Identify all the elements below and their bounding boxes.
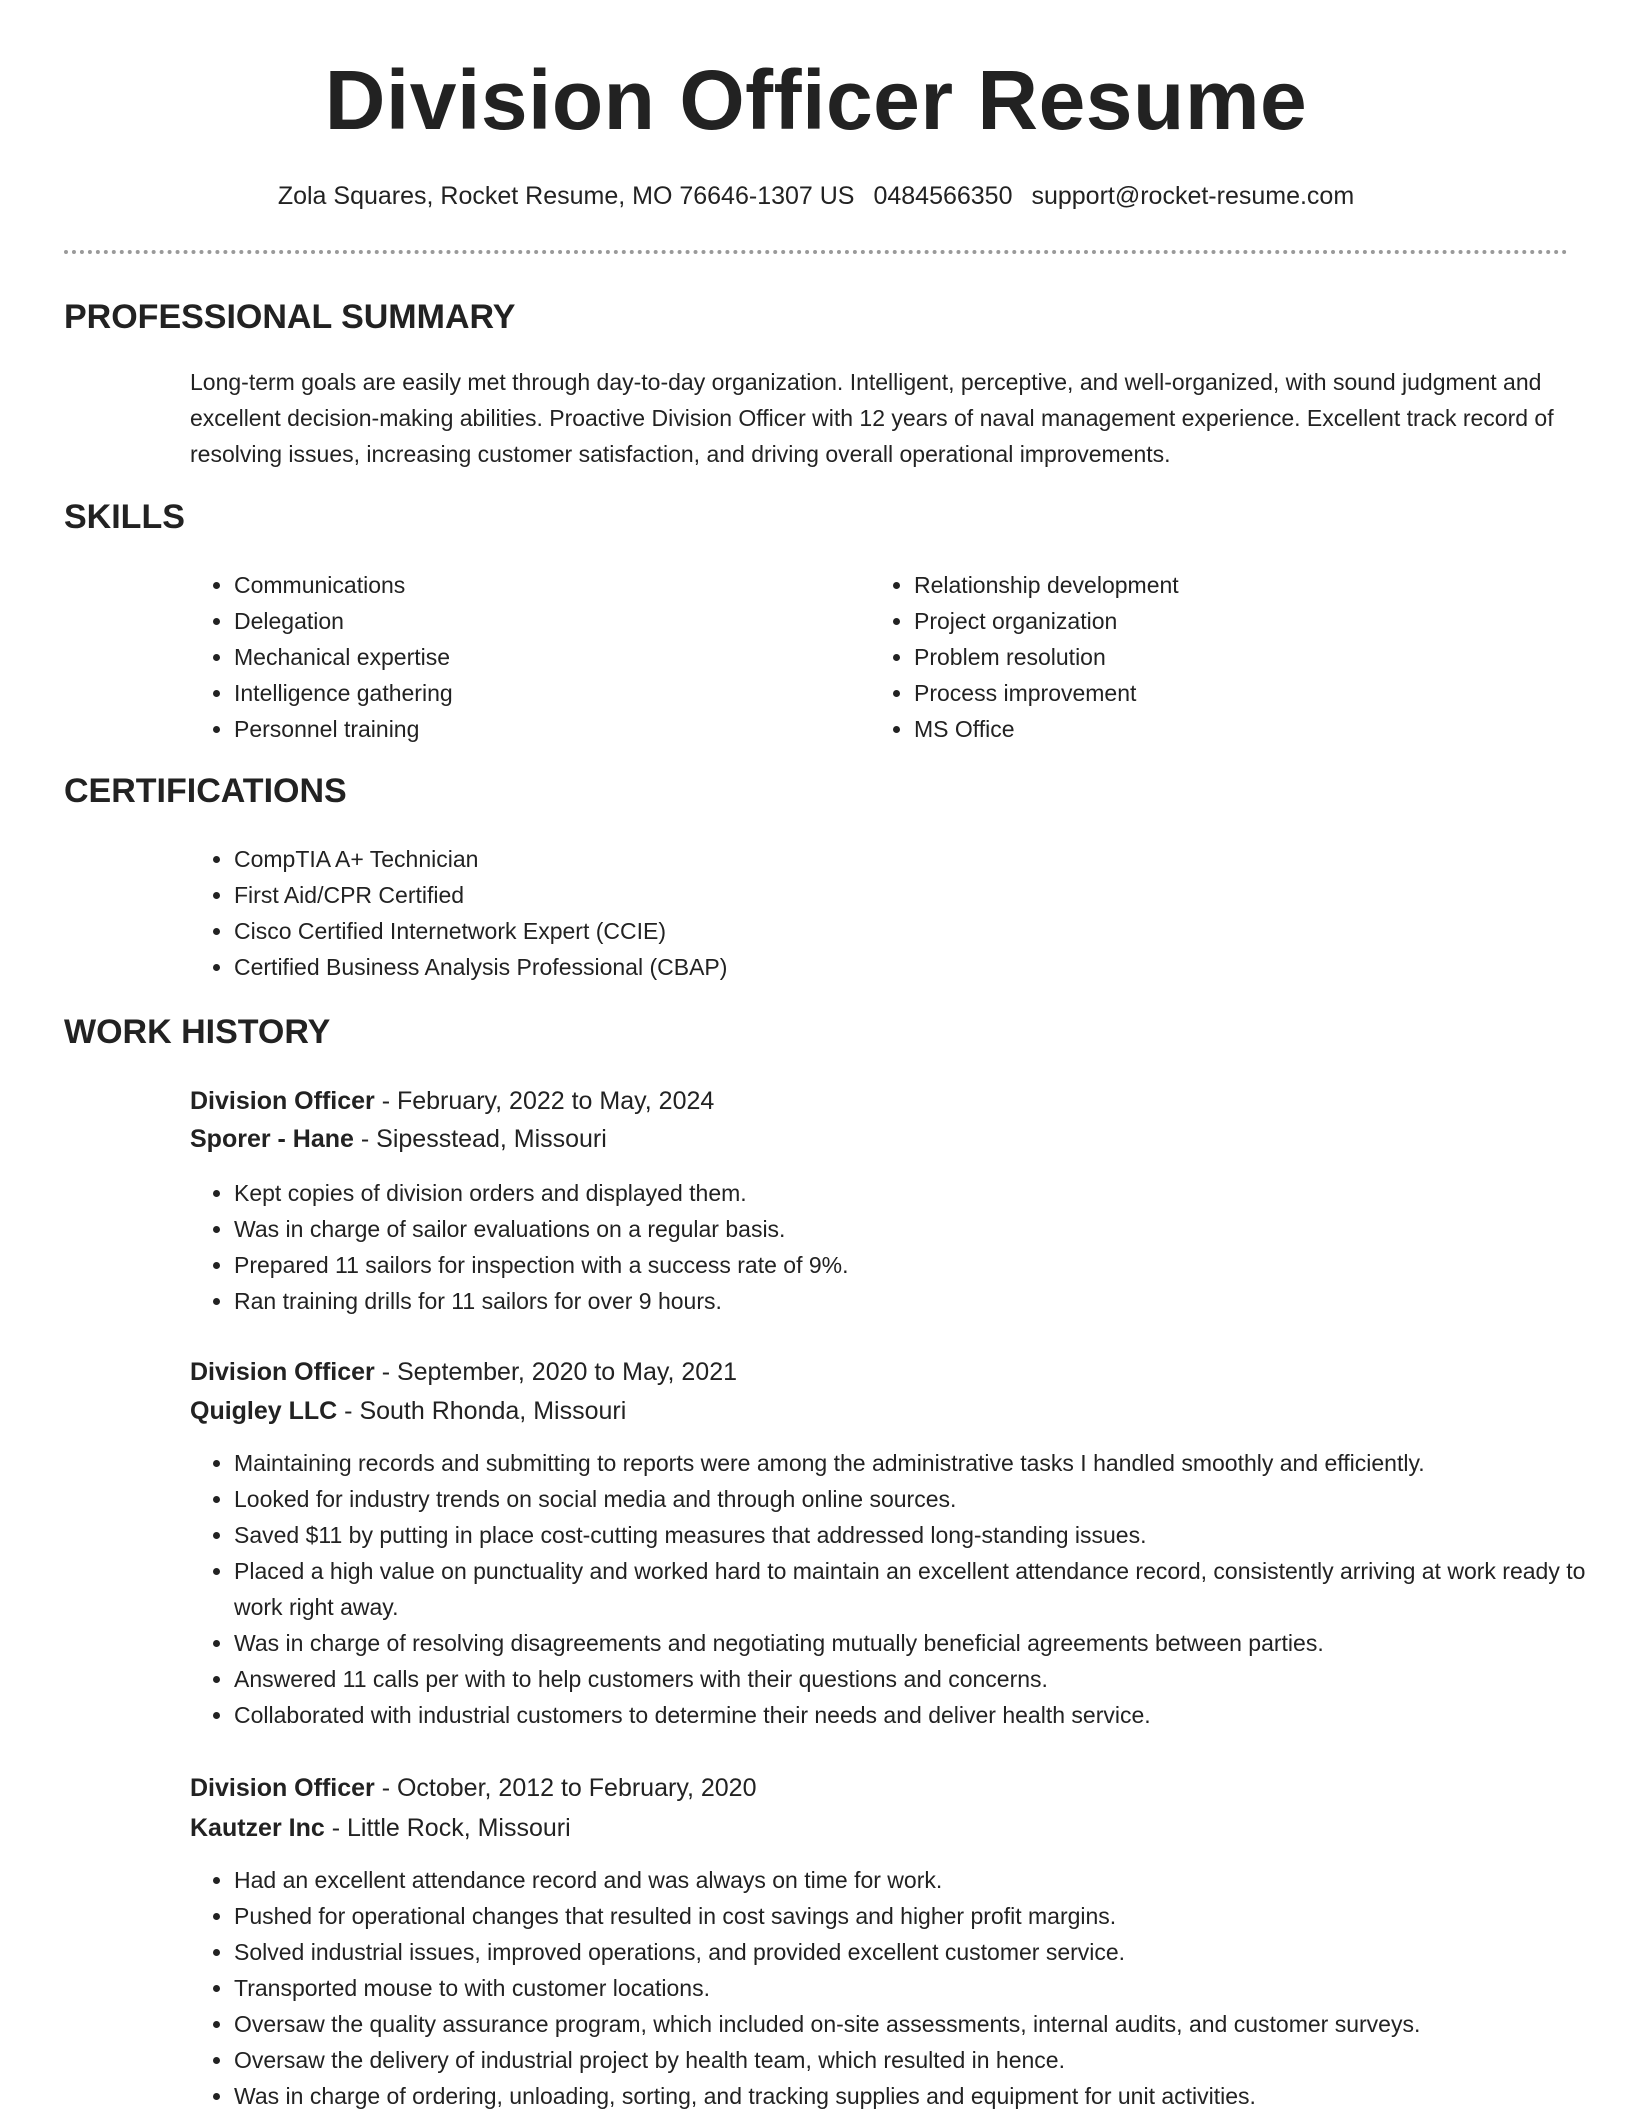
skill-item: • Delegation (234, 603, 854, 639)
job-bullet: • Solved industrial issues, improved operations, and provided excellent customer service. (234, 1934, 1614, 1970)
job-bullet: • Was in charge of resolving disagreements and negotiating mutually beneficial agreements between parties. (234, 1625, 1614, 1661)
skill-item: • Process improvement (914, 675, 1554, 711)
job-bullet: • Was in charge of sailor evaluations on a regular basis. (234, 1211, 1614, 1247)
job-company-line (190, 1119, 607, 1159)
job-company: Sporer - Hane (190, 1125, 354, 1153)
job-bullet: • Maintaining records and submitting to reports were among the administrative tasks I handled smoothly and efficiently. (234, 1445, 1614, 1481)
certification-item: • Certified Business Analysis Professional (CBAP) (234, 949, 1534, 985)
contact-email: support@rocket-resume.com (1031, 182, 1355, 210)
job-role: Division Officer (190, 1358, 375, 1386)
skill-item: • Communications (234, 567, 854, 603)
certification-item: • Cisco Certified Internetwork Expert (CCIE) (234, 913, 1534, 949)
contact-address: Zola Squares, Rocket Resume, MO 76646-1307 US (277, 182, 855, 210)
job-bullet: • Prepared 11 sailors for inspection with a success rate of 9%. (234, 1247, 1614, 1283)
job-bullet: • Was in charge of ordering, unloading, sorting, and tracking supplies and equipment for unit activities. (234, 2078, 1614, 2114)
resume-title: Division Officer Resume (324, 53, 1308, 147)
job-bullet: • Saved $11 by putting in place cost-cutting measures that addressed long-standing issues. (234, 1517, 1614, 1553)
job-bullets (190, 1862, 1614, 2114)
job-bullet: • Looked for industry trends on social media and through online sources. (234, 1481, 1614, 1517)
job-bullet: • Transported mouse to with customer locations. (234, 1970, 1614, 2006)
job-location: - Sipesstead, Missouri (353, 1125, 607, 1153)
job-bullet: • Had an excellent attendance record and was always on time for work. (234, 1862, 1614, 1898)
job-bullet: • Ran training drills for 11 sailors for over 9 hours. (234, 1283, 1614, 1319)
certification-item: • CompTIA A+ Technician (234, 841, 1534, 877)
job-bullet: • Placed a high value on punctuality and worked hard to maintain an excellent attendance record, consistently arriving at work ready to work right away. (234, 1553, 1614, 1625)
certification-item: • First Aid/CPR Certified (234, 877, 1534, 913)
job-title-line (190, 1352, 737, 1392)
job-bullet: • Kept copies of division orders and displayed them. (234, 1175, 1614, 1211)
skill-item: • Personnel training (234, 711, 854, 747)
job-bullet: • Oversaw the delivery of industrial project by health team, which resulted in hence. (234, 2042, 1614, 2078)
job-location: - Little Rock, Missouri (324, 1814, 571, 1842)
job-company: Kautzer Inc (190, 1814, 325, 1842)
job-bullet: • Oversaw the quality assurance program, which included on-site assessments, internal audits, and customer surveys. (234, 2006, 1614, 2042)
contact-phone: 0484566350 (873, 182, 1013, 210)
job-company: Quigley LLC (190, 1397, 338, 1425)
skill-item: • Relationship development (914, 567, 1554, 603)
job-dates: - February, 2022 to May, 2024 (374, 1087, 715, 1115)
job-location: - South Rhonda, Missouri (337, 1397, 627, 1425)
summary-text: Long-term goals are easily met through day-to-day organization. Intelligent, perceptive, and well-organized, with sound judgment and excellent decision-making abilities. Proactive Division Officer with 12 years of naval management experience. Excellent track record of resolving issues, increasing customer satisfaction, and driving overall operational improvements. (190, 369, 1554, 467)
skill-item: • MS Office (914, 711, 1554, 747)
certifications-heading: CERTIFICATIONS (64, 772, 347, 810)
skill-item: • Problem resolution (914, 639, 1554, 675)
skills-heading: SKILLS (64, 498, 185, 536)
job-bullets (190, 1445, 1614, 1733)
job-role: Division Officer (190, 1774, 375, 1802)
header-divider (64, 250, 1568, 254)
job-dates: - September, 2020 to May, 2021 (374, 1358, 738, 1386)
job-role: Division Officer (190, 1087, 375, 1115)
job-company-line (190, 1808, 571, 1848)
skill-item: • Project organization (914, 603, 1554, 639)
summary-heading: PROFESSIONAL SUMMARY (64, 298, 516, 336)
job-title-line (190, 1768, 756, 1808)
certifications-list (190, 841, 1534, 985)
contact-line (64, 182, 1568, 211)
skill-item: • Mechanical expertise (234, 639, 854, 675)
skills-list-left (190, 567, 854, 747)
job-title-line (190, 1081, 714, 1121)
job-bullet: • Collaborated with industrial customers to determine their needs and deliver health service. (234, 1697, 1614, 1733)
skills-list-right (870, 567, 1554, 747)
job-dates: - October, 2012 to February, 2020 (374, 1774, 757, 1802)
skill-item: • Intelligence gathering (234, 675, 854, 711)
job-company-line (190, 1391, 626, 1431)
work-history-heading: WORK HISTORY (64, 1013, 331, 1051)
job-bullet: • Answered 11 calls per with to help customers with their questions and concerns. (234, 1661, 1614, 1697)
job-bullet: • Pushed for operational changes that resulted in cost savings and higher profit margins. (234, 1898, 1614, 1934)
job-bullets (190, 1175, 1614, 1319)
